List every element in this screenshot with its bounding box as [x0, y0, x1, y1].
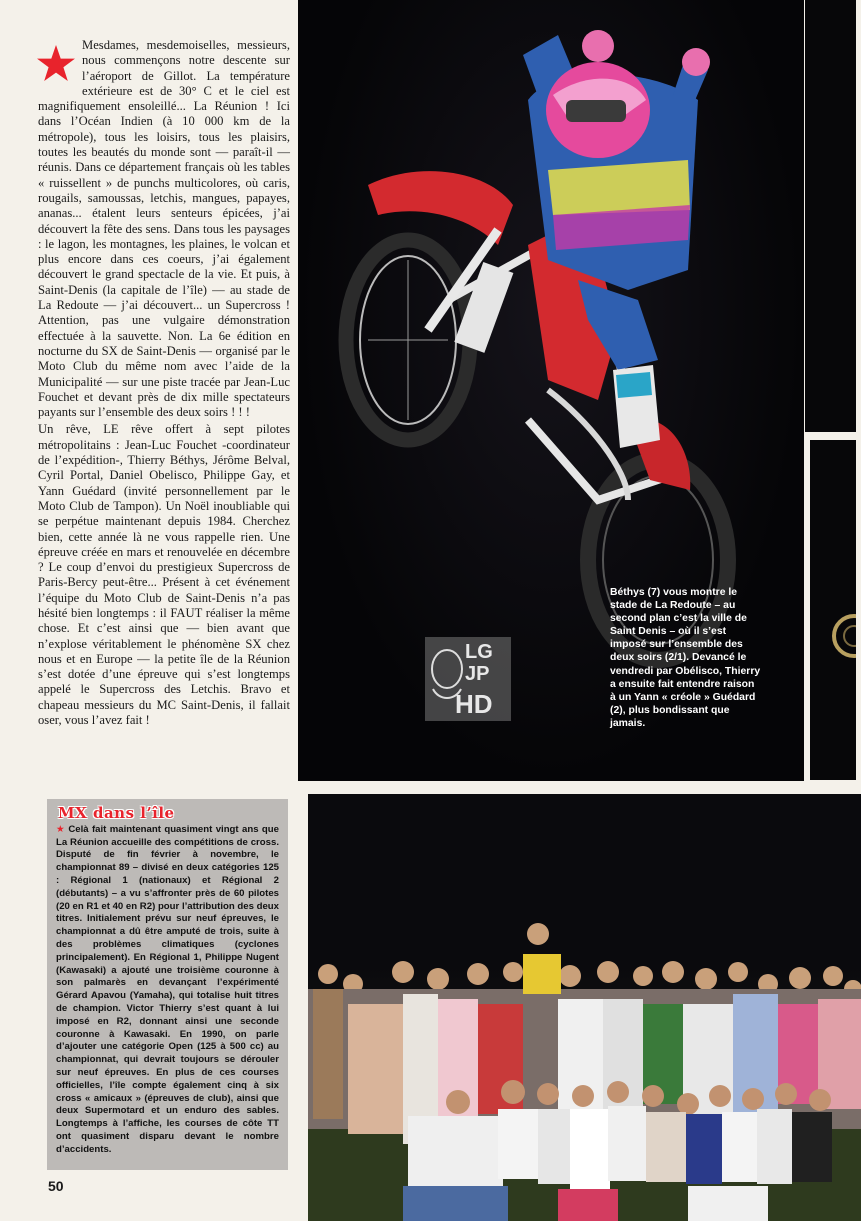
article-paragraph-1: Mesdames, mesdemoiselles, messieurs, nous commençons notre descente sur l’aéroport de Gillot. La température extérieure est de 30° C et le ciel est magnifiquement ensoleillé... La Réunion ! Ici dans l’Océan Indien (à 10 000 km de la métropole), tous les loisirs, tous les plaisirs, toutes les beautés du monde sont — paraît-il — réunis. Dans ce département français où les tables « ruissellent » de punchs multicolores, où caris, rougails, samoussas, letchis, mangues, papayes, ananas... étalent leurs senteurs épicées, j’ai découvert la fête des sens. Dans tous les paysages : le lagon, les montagnes, les plaines, le volcan et plus encore dans ces coeurs, j’ai également découvert le grand spectacle de la vie. Et puis, à Saint-Denis (la capitale de l’île) — au stade de La Redoute — j’ai découvert... un Supercross ! Attention, pas une vulgaire démonstration effectuée à la sauvette. Non. La 6e édition en nocturne du SX de Saint-Denis — organisé par le Moto Club du même nom avec l’aide de la Municipalité — sur une piste tracée par Jean-Luc Fouchet et devant près de dix mille spectateurs payants sur l’ensemble des deux soirs ! ! !: [38, 38, 290, 420]
sidebar-title: MX dans l’île: [58, 804, 175, 822]
crowd-illustration: [308, 794, 861, 1221]
photo-caption: Béthys (7) vous montre le stade de La Redoute – au second plan c’est la ville de Saint Denis – où il s’est imposé sur l’ensemble des deux soirs (2/1). Devancé le vendredi par Obélisco, Thierry a ensuite fait entendre raison à un Yann « créole » Guédard (2), plus bondissant que jamais.: [610, 587, 761, 729]
photo-group-crowd: [308, 794, 861, 1221]
watermark-line-3: HD: [455, 689, 493, 719]
page-number: 50: [48, 1178, 64, 1194]
article-paragraph-2: Un rêve, LE rêve offert à sept pilotes métropolitains : Jean-Luc Fouchet -coordinateur de l’expédition-, Thierry Béthys, Jérôme Belval, Cyril Portal, Daniel Obelisco, Philippe Gay, et Yann Guédard (invité personnellement par le Moto Club de Tampon). Un Noël inoubliable qui se perpétue maintenant depuis 1984. Cherchez bien, cette année là ne vous rappelle rien. Une épreuve créée en mars et renouvelée en décembre ? Le coup d’envoi du prestigieux Supercross de Paris-Bercy peut-être... Présent à cet événement l’équipe du Moto Club de Saint-Denis n’a pas hésité bien longtemps : il FAUT réaliser la même chose. Et c’est ainsi que — bien avant que n’explose véritablement le phénomène SX chez nous et en Europe — la petite île de la Réunion s’est dotée d’une épreuve qui s’est longtemps appelé le Supercross des Letchis. Bravo et chapeau messieurs du MC Saint-Denis, il fallait oser, vous l’avez fait !: [38, 422, 290, 728]
strip-photo-bottom: [810, 440, 856, 780]
photo-rider-jump: [298, 0, 804, 781]
watermark-line-2: JP: [465, 663, 490, 685]
watermark-logo: [425, 637, 511, 721]
sidebar-box: [47, 799, 288, 1170]
sidebar-text: Celà fait maintenant quasiment vingt ans que La Réunion accueille des compétitions de cross. Disputé de fin février à novembre, le championnat 89 – divisé en deux catégories 125 : Régional 1 (nationaux) et Régional 2 (débutants) – a vu s’affronter près de 60 pilotes (20 en R1 et 40 en R2) pour l’attribution des deux titres. Initialement prévu sur neuf épreuves, le championnat a dû être amputé de trois, suite à des problèmes climatiques (cyclones principalement). En Régional 1, Philippe Nugent (Kawasaki) a ajouté une troisième couronne à son palmarès en devançant l’expérimenté Gérard Apavou (Yamaha), qui totalise huit titres de champion. Victor Thierry s’est quant à lui imposé en R2, donnant ainsi une seconde couronne à Kawasaki. En 1990, on parle d’ajouter une catégorie Open (125 à 500 cc) au championnat, qui devrait toujours se dérouler sur neuf épreuves. En plus de ces courses officielles, l’île compte également cinq à six cross « amicaux » (épreuves de club), ainsi que deux Supermotard et un enduro des sables. Longtemps à l’affiche, les courses de côte TT ont quasiment disparu devant le nombre d’accidents.: [56, 823, 279, 1155]
article-column: [38, 38, 290, 730]
strip-photo-top: [805, 0, 856, 432]
watermark-line-1: LG: [465, 641, 493, 663]
sidebar-body: [56, 824, 279, 1157]
red-star-icon: [36, 44, 76, 84]
sidebar-star-icon: ★: [56, 823, 66, 835]
wheel-fragment-icon: [810, 440, 856, 780]
